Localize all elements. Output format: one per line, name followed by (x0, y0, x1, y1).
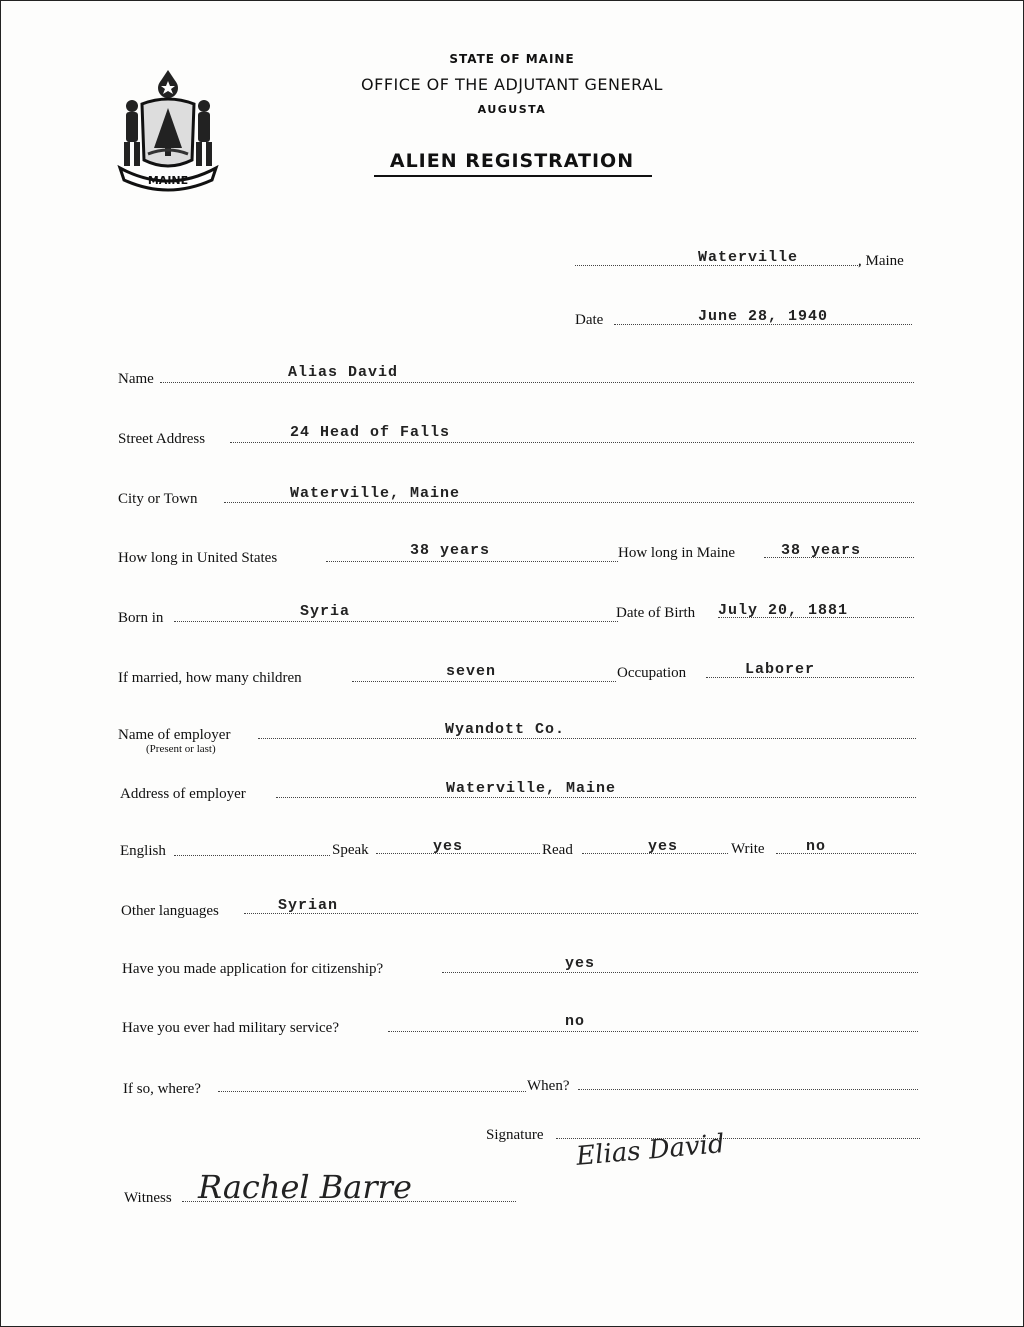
where-line (218, 1091, 526, 1092)
speak-label: Speak (332, 842, 369, 858)
write-line (776, 853, 916, 854)
when-label: When? (527, 1078, 570, 1094)
english-label: English (120, 843, 166, 859)
employer-address-line (276, 797, 916, 798)
date-label: Date (575, 312, 604, 328)
children-label: If married, how many children (118, 670, 302, 686)
city-label: City or Town (118, 491, 198, 507)
children-line (352, 681, 616, 682)
city-value: Waterville, Maine (290, 485, 461, 502)
read-value: yes (648, 838, 679, 855)
dob-value: July 20, 1881 (718, 602, 849, 619)
street-value: 24 Head of Falls (290, 424, 451, 441)
street-line (230, 442, 914, 443)
children-value: seven (446, 663, 497, 680)
born-label: Born in (118, 610, 164, 626)
place-value: Waterville (698, 249, 799, 266)
where-label: If so, where? (123, 1081, 201, 1097)
other-languages-line (244, 913, 918, 914)
employer-label: Name of employer (118, 727, 231, 743)
dob-label: Date of Birth (616, 605, 696, 621)
citizenship-line (442, 972, 918, 973)
read-label: Read (542, 842, 573, 858)
born-value: Syria (300, 603, 351, 620)
employer-address-label: Address of employer (120, 786, 246, 802)
speak-value: yes (433, 838, 464, 855)
signature-label: Signature (486, 1127, 544, 1143)
seal-text: MAINE (147, 174, 189, 187)
witness-label: Witness (124, 1190, 172, 1206)
place-suffix: , Maine (858, 253, 904, 269)
employer-value: Wyandott Co. (445, 721, 566, 738)
street-label: Street Address (118, 431, 206, 447)
state-heading: STATE OF MAINE (449, 52, 575, 66)
signature-value: Elias David (575, 1129, 726, 1172)
name-label: Name (118, 371, 154, 387)
title-underline (374, 175, 652, 177)
city-line (224, 502, 914, 503)
employer-sublabel: (Present or last) (146, 743, 216, 755)
us-duration-value: 38 years (410, 542, 491, 559)
english-line (174, 855, 330, 856)
witness-value: Rachel Barre (198, 1168, 412, 1206)
maine-duration-label: How long in Maine (618, 545, 736, 561)
name-line (160, 382, 914, 383)
born-line (174, 621, 618, 622)
military-label: Have you ever had military service? (122, 1020, 339, 1036)
date-value: June 28, 1940 (698, 308, 829, 325)
when-line (578, 1089, 918, 1090)
citizenship-label: Have you made application for citizenship? (122, 961, 384, 977)
military-line (388, 1031, 918, 1032)
other-languages-label: Other languages (121, 903, 219, 919)
write-label: Write (731, 841, 765, 857)
occupation-value: Laborer (745, 661, 816, 678)
maine-duration-value: 38 years (781, 542, 862, 559)
office-heading: OFFICE OF THE ADJUTANT GENERAL (361, 75, 663, 94)
us-duration-line (326, 561, 618, 562)
us-duration-label: How long in United States (118, 550, 278, 566)
citizenship-value: yes (565, 955, 596, 972)
page-title: ALIEN REGISTRATION (389, 150, 635, 172)
employer-address-value: Waterville, Maine (446, 780, 617, 797)
military-value: no (565, 1013, 586, 1030)
occupation-label: Occupation (617, 665, 687, 681)
write-value: no (806, 838, 827, 855)
city-heading: AUGUSTA (477, 103, 547, 116)
other-languages-value: Syrian (278, 897, 339, 914)
employer-line (258, 738, 916, 739)
name-value: Alias David (288, 364, 399, 381)
